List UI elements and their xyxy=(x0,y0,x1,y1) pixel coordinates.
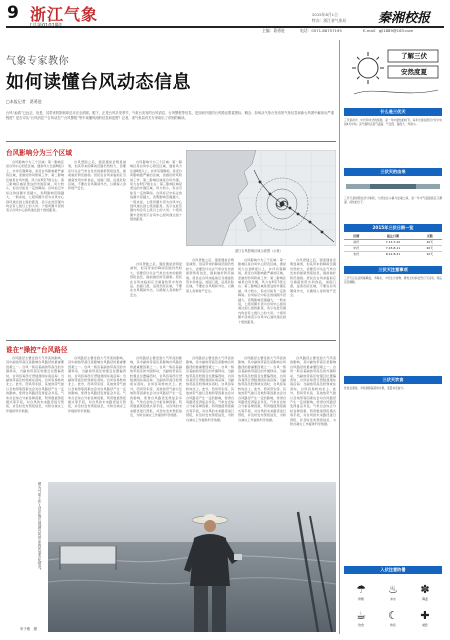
umbrella-icon: ☂ xyxy=(356,583,366,596)
icon-grid xyxy=(344,576,442,632)
lead-rule xyxy=(6,141,336,142)
banner-title-1: 了解三伏 xyxy=(401,52,427,60)
banner-title-2: 安然度夏 xyxy=(401,68,427,76)
table-cell: 10天 xyxy=(426,240,434,244)
photo-caption-vertical: 图为气象工作人员在海边观测台风带来的风浪变化情况。 xyxy=(38,482,42,572)
sidebar-box4-title: 三伏天饮食 xyxy=(344,376,442,384)
section2-body-col3: 台风路径主要受到大气环流的影响，其中副热带高压是影响台风路径的最重要因素之一。台风一般沿着副热带高压的外围移动，当副热带高压较强且位置偏西时，台风容易西行登陆我国东南沿海；当副热带高压较弱或东退时，台风容易转向北上。此外，西风带系统、其他热带气旋以及地形等因素也会对台风路径产生一定的影响，使得台风路径变得复杂多变。气象台会综合分析各种因素，利用数值预报模式等手段，对台风的未来路径进行预报，并及时发布预报信息，为防台减灾工作提供科学依据。 xyxy=(130,356,182,418)
icon-tile xyxy=(346,578,376,602)
section-title: 浙江气象 xyxy=(30,5,99,24)
icon-label: 降温 xyxy=(422,597,428,601)
icon-tile xyxy=(410,578,440,602)
section1-body-col3b: 台风登陆之后，强度通常会明显减弱，但其带来的降雨范围仍然较大，需要密切关注气象台发布的最新预报信息，提前做好防范措施。居民在台风来临前应当储备饮用水和食品，加固门窗，远离危险区域，不要在台风期间外出，以确保人身和财产安全。 xyxy=(130,262,182,297)
icon-tile xyxy=(346,604,376,628)
sidebar-box2-title: 三伏天的由来 xyxy=(344,168,442,176)
table-header: 起止日期 xyxy=(386,234,399,238)
table-cell: 20天 xyxy=(426,246,434,250)
table-header: 天数 xyxy=(426,234,433,238)
article-byline: □本报记者 葛勇进 xyxy=(6,99,42,104)
table-cell: 7.23-8.11 xyxy=(385,246,401,250)
sidebar-icons-title: 入伏注意防暑 xyxy=(344,566,442,574)
phone: 电话：0571-86757195 xyxy=(300,28,342,33)
bowl-icon: ☕ xyxy=(356,609,366,622)
section1-heading: 台风影响分为三个区域 xyxy=(6,149,72,157)
masthead-date: 2015年8月1日 xyxy=(312,12,338,17)
icon-label: 补水 xyxy=(390,597,396,601)
section1-body-col6: 台风登陆之后，强度通常会明显减弱，但其带来的降雨范围仍然较大，需要密切关注气象台发布的最新预报信息，提前做好防范措施。居民在台风来临前应当储备饮用水和食品，加固门窗，远离危险区域，不要在台风期间外出，以确保人身和财产安全。 xyxy=(290,258,336,298)
table-row xyxy=(344,252,442,257)
sidebar-box2-body: 三伏天是按照农历计算的，大约处在小暑与处暑之间，是一年中气温最高且又潮湿、闷热的日子。 xyxy=(344,196,442,204)
column-separator xyxy=(339,40,340,634)
icon-label: 防晒 xyxy=(358,597,364,601)
news-photo xyxy=(48,482,336,632)
section2-body-col2: 台风路径主要受到大气环流的影响，其中副热带高压是影响台风路径的最重要因素之一。台风一般沿着副热带高压的外围移动，当副热带高压较强且位置偏西时，台风容易西行登陆我国东南沿海；当副热带高压较弱或东退时，台风容易转向北上。此外，西风带系统、其他热带气旋以及地形等因素也会对台风路径产生一定的影响，使得台风路径变得复杂多变。气象台会综合分析各种因素，利用数值预报模式等手段，对台风的未来路径进行预报，并及时发布预报信息，为防台减灾工作提供科学依据。 xyxy=(68,356,126,413)
section2-body-col5: 台风路径主要受到大气环流的影响，其中副热带高压是影响台风路径的最重要因素之一。台风一般沿着副热带高压的外围移动，当副热带高压较强且位置偏西时，台风容易西行登陆我国东南沿海；当副热带高压较弱或东退时，台风容易转向北上。此外，西风带系统、其他热带气旋以及地形等因素也会对台风路径产生一定的影响，使得台风路径变得复杂多变。气象台会综合分析各种因素，利用数值预报模式等手段，对台风的未来路径进行预报，并及时发布预报信息，为防台减灾工作提供科学依据。 xyxy=(238,356,286,422)
section1-body-col3: 台风影响分为三个区域：第一影响区是台风中心附近区域，通常风力达到8级以上，并伴有强降雨，是受台风影响最严重的区域，需做好防风防雨工作；第二影响区域是台风外围，风力在6至7级左右；第三影响区域是更远的外围区域，风力较小，但也可能有一定的降雨。台风标记中标注的线圈半径越大，表明影响范围越大，一般来说，七级风圈半径为台风中心到风速达到七级的距离，表示在此范围内均会有七级以上的大风；十级风圈半径则表示台风中心到风速达到十级的距离。 xyxy=(130,160,182,222)
table-cell: 初伏 xyxy=(353,240,360,244)
section1-body-col2: 台风登陆之后，强度通常会明显减弱，但其带来的降雨范围仍然较大，需要密切关注气象台发布的最新预报信息，提前做好防范措施。居民在台风来临前应当储备饮用水和食品，加固门窗，远离危险区域，不要在台风期间外出，以确保人身和财产安全。 xyxy=(68,160,126,191)
section2-body-col4: 台风路径主要受到大气环流的影响，其中副热带高压是影响台风路径的最重要因素之一。台风一般沿着副热带高压的外围移动，当副热带高压较强且位置偏西时，台风容易西行登陆我国东南沿海；当副热带高压较弱或东退时，台风容易转向北上。此外，西风带系统、其他热带气旋以及地形等因素也会对台风路径产生一定的影响，使得台风路径变得复杂多变。气象台会综合分析各种因素，利用数值预报模式等手段，对台风的未来路径进行预报，并及时发布预报信息，为防台减灾工作提供科学依据。 xyxy=(186,356,234,422)
table-cell: 8.12-8.21 xyxy=(385,252,401,256)
section2-heading: 谁在“操控”台风路径 xyxy=(6,346,68,354)
section2-body-col1: 台风路径主要受到大气环流的影响，其中副热带高压是影响台风路径的最重要因素之一。台风一般沿着副热带高压的外围移动，当副热带高压较强且位置偏西时，台风容易西行登陆我国东南沿海；当副热带高压较弱或东退时，台风容易转向北上。此外，西风带系统、其他热带气旋以及地形等因素也会对台风路径产生一定的影响，使得台风路径变得复杂多变。气象台会综合分析各种因素，利用数值预报模式等手段，对台风的未来路径进行预报，并及时发布预报信息，为防台减灾工作提供科学依据。 xyxy=(6,356,64,413)
medical-cross-icon: ✚ xyxy=(420,609,430,622)
map-caption: 浙江台风影响区域示意图（示意） xyxy=(235,249,283,253)
page-number: 9 xyxy=(7,3,19,23)
sidebar-table-title: 2015年三伏日期一览 xyxy=(344,224,442,232)
fan-icon: ✽ xyxy=(420,583,430,596)
sidebar-box1-body: 三伏是初伏、中伏和末伏的统称，是一年中最热的时节。每年出现在阳历7月中旬到8月中旬。其气候特点是气温高、气压低、湿度大、风速小。 xyxy=(344,118,442,126)
typhoon-map-svg xyxy=(186,150,336,246)
sidebar-box3-title: 三伏天注意事项 xyxy=(344,266,442,274)
icon-label: 饮食 xyxy=(358,623,364,627)
article-headline: 如何读懂台风动态信息 xyxy=(6,72,191,93)
news-photo-svg xyxy=(48,482,336,632)
section2-body-col6: 台风路径主要受到大气环流的影响，其中副热带高压是影响台风路径的最重要因素之一。台风一般沿着副热带高压的外围移动，当副热带高压较强且位置偏西时，台风容易西行登陆我国东南沿海；当副热带高压较弱或东退时，台风容易转向北上。此外，西风带系统、其他热带气旋以及地形等因素也会对台风路径产生一定的影响，使得台风路径变得复杂多变。气象台会综合分析各种因素，利用数值预报模式等手段，对台风的未来路径进行预报，并及时发布预报信息，为防台减灾工作提供科学依据。 xyxy=(290,356,336,427)
editor-line: 主编：葛勇进 xyxy=(262,28,285,33)
email: E-mail：gjl1889@163.com xyxy=(363,28,414,33)
icon-label: 就医 xyxy=(422,623,428,627)
section1-body-col5: 台风影响分为三个区域：第一影响区是台风中心附近区域，通常风力达到8级以上，并伴有强降雨，是受台风影响最严重的区域，需做好防风防雨工作；第二影响区域是台风外围，风力在6至7级左右；第三影响区域是更远的外围区域，风力较小，但也可能有一定的降雨。台风标记中标注的线圈半径越大，表明影响范围越大，一般来说，七级风圈半径为台风中心到风速达到七级的距离，表示在此范围内均会有七级以上的大风；十级风圈半径则表示台风中心到风速达到十级的距离。 xyxy=(238,258,286,324)
icon-tile xyxy=(378,578,408,602)
water-drop-icon: ♨ xyxy=(388,583,398,596)
table-cell: 10天 xyxy=(426,252,434,256)
dates-table xyxy=(344,234,442,257)
table-cell: 7.13-7.22 xyxy=(385,240,401,244)
photo-credit: 申子敏 摄 xyxy=(20,627,37,631)
table-cell: 末伏 xyxy=(353,252,360,256)
icon-label: 休息 xyxy=(390,623,396,627)
sidebar-box1-title: 什么是三伏天 xyxy=(344,108,442,116)
table-cell: 中伏 xyxy=(353,246,360,250)
article-lead: 台风“灿鸿”已远去，但是，其带来的影响却还未完全消除。眼下，正是台风多发季节，气象台发布的台风消息、台风警报等信息，是如何开展的台风路径要素图标、概念、如何从气象台发布的气象信息和新台风图中解读出严重程度？是否可从“台风消息”“台风动态”“台风警报”等中读懂风雨的信息和范围？记者，请气象局有关专家给出了详细的解读。 xyxy=(6,111,334,120)
section1-body: 台风影响分为三个区域：第一影响区是台风中心附近区域，通常风力达到8级以上，并伴有强降雨，是受台风影响最严重的区域，需做好防风防雨工作；第二影响区域是台风外围，风力在6至7级左右；第三影响区域是更远的外围区域，风力较小，但也可能有一定的降雨。台风标记中标注的线圈半径越大，表明影响范围越大，一般来说，七级风圈半径为台风中心到风速达到七级的距离，表示在此范围内均会有七级以上的大风；十级风圈半径则表示台风中心到风速达到十级的距离。 xyxy=(6,160,64,213)
sidebar-box3-body: 三伏天应注意防暑降温，多喝水，少吃生冷食物，避免长时间在烈日下活动，保证充足睡眠。 xyxy=(344,276,442,284)
typhoon-map xyxy=(186,150,336,246)
masthead-meta: 特办：浙江省气象局 xyxy=(312,18,347,23)
article-kicker: 气象专家教你 xyxy=(6,56,69,67)
table-header: 伏期 xyxy=(353,234,360,238)
icon-tile xyxy=(410,604,440,628)
section-divider xyxy=(6,340,336,341)
paper-name: 秦湘校报 xyxy=(378,11,431,26)
icon-tile xyxy=(378,604,408,628)
sidebar-box4-body: 饮食宜清淡，多吃新鲜蔬菜和水果，适量补充盐分。 xyxy=(344,386,406,390)
bed-icon: ☾ xyxy=(388,609,398,622)
section1-body-col4: 台风登陆之后，强度通常会明显减弱，但其带来的降雨范围仍然较大，需要密切关注气象台发布的最新预报信息，提前做好防范措施。居民在台风来临前应当储备饮用水和食品，加固门窗，远离危险区域，不要在台风期间外出，以确保人身和财产安全。 xyxy=(186,258,234,293)
